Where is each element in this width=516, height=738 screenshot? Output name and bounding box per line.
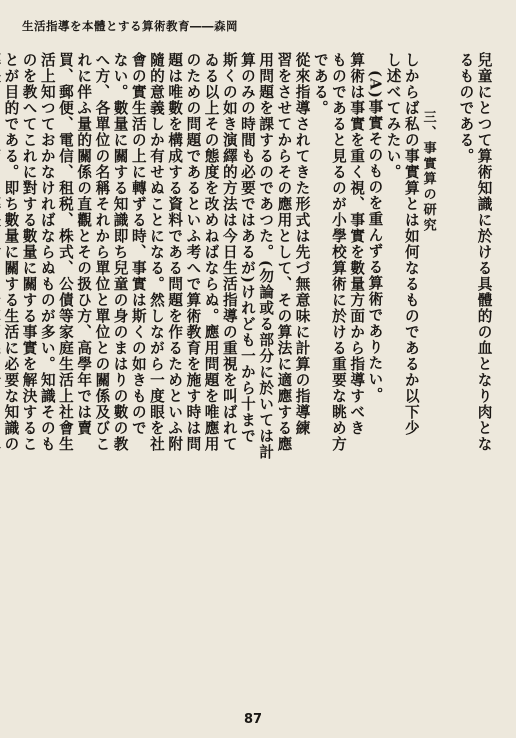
text-column: 用問題を課するのであつた。(勿論或る部分に於いては計: [257, 52, 275, 461]
text-column: (A)事實そのものを重んずる算術でありたい。: [366, 70, 384, 404]
text-column: 會の實生活の上に轉ずる時、事實は斯くの如きもので: [129, 52, 147, 436]
text-column: とが目的である。即ち數量に關する生活に必要な知識の: [2, 52, 20, 452]
text-column: 題は唯數を構成する資料である問題を作るためといふ附: [166, 52, 184, 452]
text-column: 活上知つておかなければならぬものが多い。知識そのも: [38, 52, 56, 452]
text-column: 從來指導されてきた形式は先づ無意味に計算の指導練: [293, 52, 311, 436]
text-column: れに伴ふ量的關係の直觀とその扱ひ方、高學年では賣: [75, 52, 93, 436]
text-column: 買、郵便、電信、租税、株式、公債等家庭生活上社會生: [56, 52, 74, 452]
text-column: 算術は事實を重く視、事實を數量方面から指導すべき: [348, 52, 366, 436]
page-number: 87: [244, 712, 263, 727]
text-column: ものであると見るのが小學校算術に於ける重要な眺め方: [329, 52, 347, 452]
running-header: 生活指導を本體とする算術教育――森岡: [22, 19, 238, 33]
text-column: である。: [311, 52, 329, 116]
text-column: のための問題であるといふ考へで算術教育を施す時は問: [184, 52, 202, 452]
text-column: 習をさせてからその應用として、その算法に適應する應: [275, 52, 293, 452]
text-column: 兒童にとつて算術知識に於ける具體的の血となり肉とな: [475, 52, 493, 452]
text-column: のを教へてこれに對する數量に關する事實を解決するこ: [20, 52, 38, 452]
text-column: 隨的意義しか有せぬことになる。然しながら一度眼を社: [147, 52, 165, 452]
text-column: ゐる以上その態度を改めねばならぬ。應用問題を唯應用: [202, 52, 220, 452]
text-column: 三、事實算の研究: [420, 110, 436, 234]
text-column: 斯くの如き演繹的方法は今日生活指導の重視を叫ばれて: [220, 52, 238, 452]
text-column: 算のみの時間も必要ではあるが)けれども一から十まで: [238, 52, 256, 445]
text-column: しからば私の事實算とは如何なるものであるか以下少: [402, 52, 420, 436]
text-column: へ方、各單位の名稱それから單位と單位との關係及びこ: [93, 52, 111, 452]
text-column: るものである。: [457, 52, 475, 164]
text-column: ない。數量に關する知識即ち兒童の身のまはりの數の教: [111, 52, 129, 452]
text-column: し述べてみたい。: [384, 52, 402, 180]
